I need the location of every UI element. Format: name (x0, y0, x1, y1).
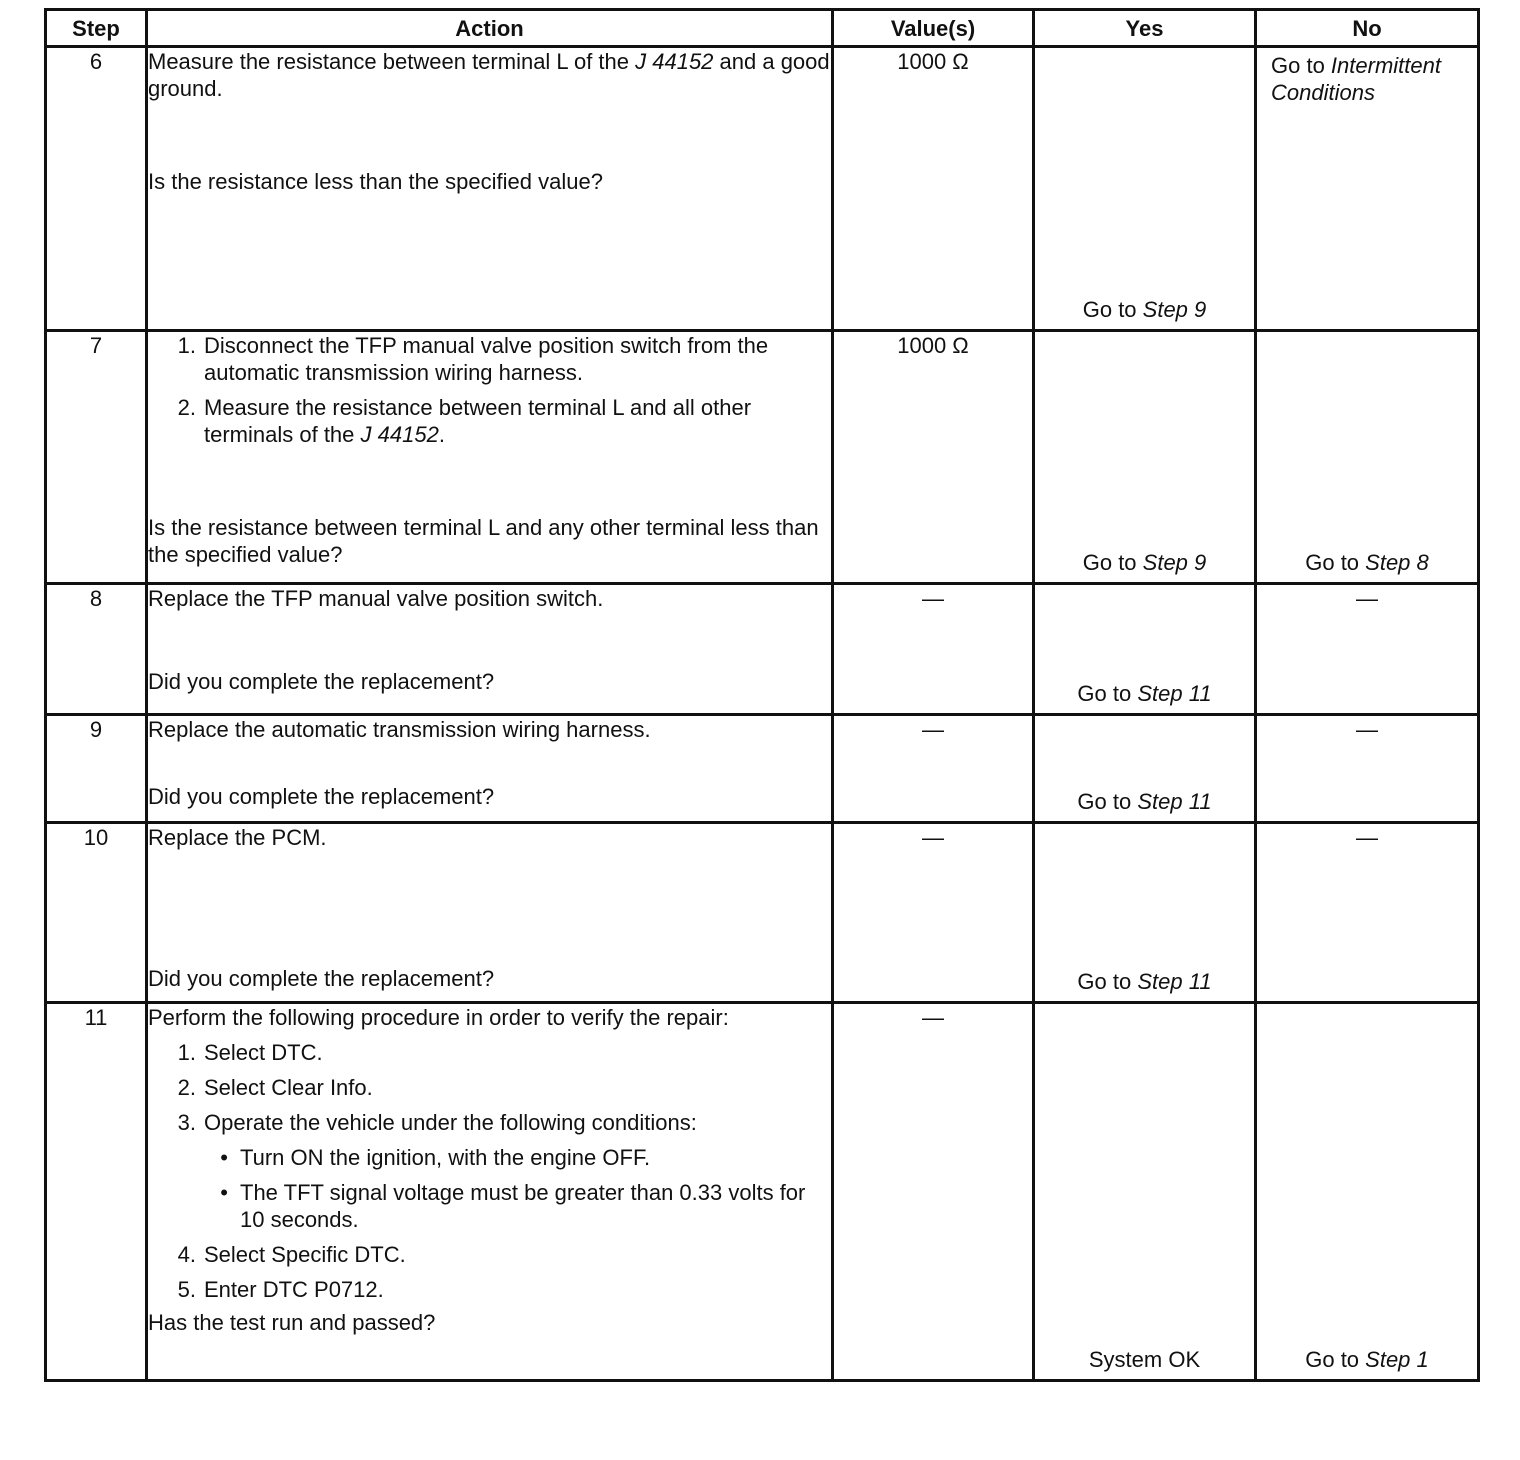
yes-cell (1034, 823, 1256, 1003)
list-item (148, 394, 831, 448)
yes-cell (1034, 1003, 1256, 1381)
list-text: Enter DTC P0712. (204, 1277, 384, 1302)
action-cell (147, 584, 833, 715)
action-instruction: Replace the automatic transmission wiring harness. (148, 717, 651, 742)
bullet-icon: • (220, 1180, 228, 1205)
list-text: Select Clear Info. (204, 1075, 373, 1100)
bullet-text: Turn ON the ignition, with the engine OFF. (240, 1145, 651, 1170)
list-item (148, 332, 831, 386)
list-item (148, 1241, 831, 1268)
list-number: 2. (177, 395, 196, 420)
header-values: Value(s) (833, 10, 1034, 47)
step-number: 7 (46, 331, 147, 584)
no-link[interactable] (1271, 52, 1471, 106)
no-text: — (1356, 825, 1378, 850)
step-number: 8 (46, 584, 147, 715)
action-question: Is the resistance between terminal L and any other terminal less than the specified value? (148, 515, 819, 567)
step-number: 6 (46, 47, 147, 331)
yes-result: System OK (1088, 1347, 1201, 1372)
action-instruction: Replace the PCM. (148, 825, 327, 850)
no-cell (1256, 1003, 1479, 1381)
value-text: — (922, 1005, 944, 1030)
table-row (46, 715, 1479, 823)
list-text-part: . (438, 422, 445, 447)
action-instruction (148, 48, 831, 102)
diagnostic-table (44, 8, 1480, 1382)
action-instruction: Replace the TFP manual valve position switch. (148, 586, 604, 611)
list-item (148, 1276, 831, 1303)
table-row (46, 331, 1479, 584)
list-text: Select DTC. (204, 1040, 323, 1065)
go-to-text: Go to (1082, 297, 1143, 322)
bullet-text: The TFT signal voltage must be greater than 0.33 volts for 10 seconds. (240, 1180, 806, 1232)
table-row (46, 1003, 1479, 1381)
go-to-text: Go to (1305, 550, 1366, 575)
value-cell (833, 715, 1034, 823)
header-no: No (1256, 10, 1479, 47)
step-number: 10 (46, 823, 147, 1003)
go-to-text: Go to (1271, 53, 1331, 78)
list-text: Select Specific DTC. (204, 1242, 406, 1267)
list-text: Operate the vehicle under the following conditions: (204, 1110, 697, 1135)
action-intro: Perform the following procedure in order to verify the repair: (148, 1005, 729, 1030)
yes-cell (1034, 584, 1256, 715)
list-number: 3. (177, 1110, 196, 1135)
step-number: 11 (46, 1003, 147, 1381)
value-text: — (922, 586, 944, 611)
action-cell (147, 715, 833, 823)
header-yes: Yes (1034, 10, 1256, 47)
bullet-icon: • (220, 1145, 228, 1170)
yes-cell (1034, 331, 1256, 584)
step-number: 9 (46, 715, 147, 823)
no-link[interactable] (1257, 549, 1477, 576)
section-reference: Intermittent Conditions (1271, 53, 1441, 105)
list-number: 4. (177, 1242, 196, 1267)
value-cell (833, 584, 1034, 715)
list-number: 2. (177, 1075, 196, 1100)
table-row (46, 584, 1479, 715)
table-row (46, 823, 1479, 1003)
action-cell (147, 823, 833, 1003)
numbered-list (148, 1039, 831, 1303)
action-cell (147, 1003, 833, 1381)
value-text: — (922, 825, 944, 850)
list-number: 1. (177, 1040, 196, 1065)
go-to-text: Go to (1082, 550, 1143, 575)
step-reference: Step 9 (1142, 297, 1207, 322)
action-question: Has the test run and passed? (148, 1310, 436, 1335)
list-text: Disconnect the TFP manual valve position switch from the automatic transmission wiring harness. (204, 333, 769, 385)
go-to-text: Go to (1077, 969, 1138, 994)
bullet-list (204, 1144, 831, 1233)
no-cell (1256, 47, 1479, 331)
list-number: 1. (177, 333, 196, 358)
action-question: Did you complete the replacement? (148, 669, 495, 694)
header-action: Action (147, 10, 833, 47)
header-step: Step (46, 10, 147, 47)
no-text: — (1356, 586, 1378, 611)
yes-link[interactable] (1035, 549, 1254, 576)
list-text-block (204, 1109, 831, 1241)
action-question: Did you complete the replacement? (148, 966, 495, 991)
step-reference: Step 11 (1137, 969, 1212, 994)
list-text (204, 394, 831, 448)
no-text: — (1356, 717, 1378, 742)
bullet-item (204, 1144, 831, 1171)
no-cell (1256, 584, 1479, 715)
yes-link[interactable] (1035, 680, 1254, 707)
step-reference: Step 1 (1365, 1347, 1429, 1372)
value-text: 1000 Ω (897, 49, 969, 74)
tool-reference: J 44152 (360, 422, 439, 447)
step-reference: Step 9 (1142, 550, 1207, 575)
value-cell (833, 823, 1034, 1003)
yes-link[interactable] (1035, 968, 1254, 995)
list-item (148, 1074, 831, 1101)
list-text-part: Measure the resistance between terminal L and all other terminals of the (204, 395, 752, 447)
yes-link[interactable] (1035, 296, 1254, 323)
value-cell (833, 331, 1034, 584)
yes-link[interactable] (1035, 788, 1254, 815)
list-number: 5. (177, 1277, 196, 1302)
value-text: 1000 Ω (897, 333, 969, 358)
no-cell (1256, 823, 1479, 1003)
tool-reference: J 44152 (635, 49, 714, 74)
action-cell (147, 47, 833, 331)
bullet-item (204, 1179, 831, 1233)
step-reference: Step 8 (1365, 550, 1429, 575)
value-cell (833, 47, 1034, 331)
action-text: Measure the resistance between terminal L of the (148, 49, 636, 74)
action-question: Is the resistance less than the specified value? (148, 169, 603, 194)
go-to-text: Go to (1077, 789, 1138, 814)
action-cell (147, 331, 833, 584)
yes-cell (1034, 715, 1256, 823)
numbered-list (148, 332, 831, 448)
go-to-text: Go to (1305, 1347, 1366, 1372)
value-cell (833, 1003, 1034, 1381)
header-row (46, 10, 1479, 47)
table-row (46, 47, 1479, 331)
step-reference: Step 11 (1137, 681, 1212, 706)
list-item (148, 1039, 831, 1066)
go-to-text: Go to (1077, 681, 1138, 706)
no-cell (1256, 715, 1479, 823)
action-question: Did you complete the replacement? (148, 784, 495, 809)
value-text: — (922, 717, 944, 742)
no-link[interactable] (1257, 1346, 1477, 1373)
yes-cell (1034, 47, 1256, 331)
list-item (148, 1109, 831, 1241)
step-reference: Step 11 (1137, 789, 1212, 814)
action-text: and a good ground. (148, 49, 830, 101)
no-cell (1256, 331, 1479, 584)
